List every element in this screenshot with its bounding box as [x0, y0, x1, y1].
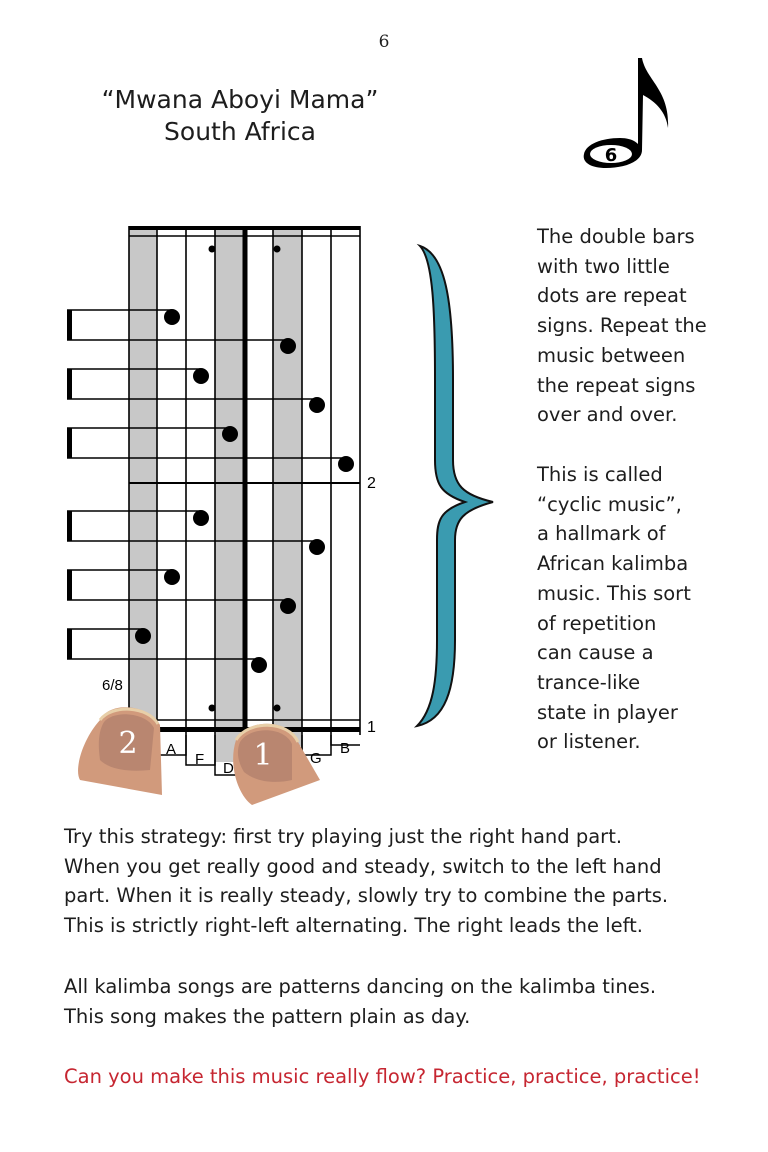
text-line: Try this strategy: first try playing just the right hand part.	[64, 825, 623, 848]
song-origin: South Africa	[164, 117, 316, 146]
patterns-paragraph	[64, 972, 744, 1031]
text-line: with two little	[537, 254, 670, 278]
text-line: state in player	[537, 700, 678, 724]
text-line: When you get really good and steady, switch to the left hand	[64, 854, 662, 878]
cyclic-music-explanation	[537, 460, 737, 757]
song-name: “Mwana Aboyi Mama”	[101, 85, 379, 114]
text-line: or listener.	[537, 730, 641, 754]
text-line: music between	[537, 343, 686, 367]
left-thumb-icon	[78, 707, 162, 795]
note	[309, 397, 325, 413]
measure-label-2: 2	[367, 475, 376, 492]
note	[135, 628, 151, 644]
practice-callout	[64, 1062, 744, 1092]
right-thumb-number: 1	[253, 738, 273, 773]
text-line: trance-like	[537, 670, 641, 694]
note	[338, 456, 354, 472]
text-line: part. When it is really steady, slowly try to combine the parts.	[64, 884, 669, 907]
note	[251, 657, 267, 673]
text-line: The double bars	[537, 225, 695, 248]
tine-label-a: A	[166, 741, 177, 758]
text-line: of repetition	[537, 611, 657, 635]
note	[222, 426, 238, 442]
text-line: All kalimba songs are patterns dancing on the kalimba tines.	[64, 975, 657, 998]
note	[164, 569, 180, 585]
kalimba-tablature	[60, 220, 400, 820]
left-thumb-number: 2	[118, 726, 138, 761]
tine-label-g: G	[310, 750, 322, 767]
tine-label-b: B	[340, 740, 351, 757]
right-thumb-icon	[233, 724, 320, 805]
note	[309, 539, 325, 555]
text-line: This is strictly right-left alternating. The right leads the left.	[64, 913, 643, 937]
note	[280, 598, 296, 614]
text-line: signs. Repeat the	[537, 314, 707, 338]
note	[193, 510, 209, 526]
tine-label-d: D	[223, 760, 234, 777]
text-line: African kalimba	[537, 552, 689, 576]
text-line: can cause a	[537, 641, 654, 665]
tine-label-f: F	[195, 751, 205, 768]
badge-number: 6	[604, 145, 618, 166]
note	[164, 309, 180, 325]
note	[193, 368, 209, 384]
text-line: music. This sort	[537, 581, 691, 605]
text-line: dots are repeat	[537, 284, 687, 308]
text-line: “cyclic music”,	[537, 492, 682, 516]
text-line: This song makes the pattern plain as day.	[64, 1004, 471, 1028]
page-number: 6	[378, 32, 390, 52]
callout-text: Can you make this music really flow? Practice, practice, practice!	[64, 1065, 701, 1088]
text-line: the repeat signs	[537, 373, 696, 397]
song-title	[60, 84, 420, 148]
eighth-note-icon	[580, 50, 680, 170]
note	[280, 338, 296, 354]
text-line: over and over.	[537, 403, 678, 427]
tablature-grid	[60, 220, 400, 820]
repeat-signs-explanation	[537, 222, 737, 430]
text-line: This is called	[537, 463, 663, 486]
strategy-paragraph	[64, 822, 744, 940]
measure-label-1: 1	[367, 719, 376, 736]
time-signature: 6/8	[102, 677, 123, 694]
text-line: a hallmark of	[537, 522, 666, 546]
curly-brace-icon	[405, 240, 500, 730]
